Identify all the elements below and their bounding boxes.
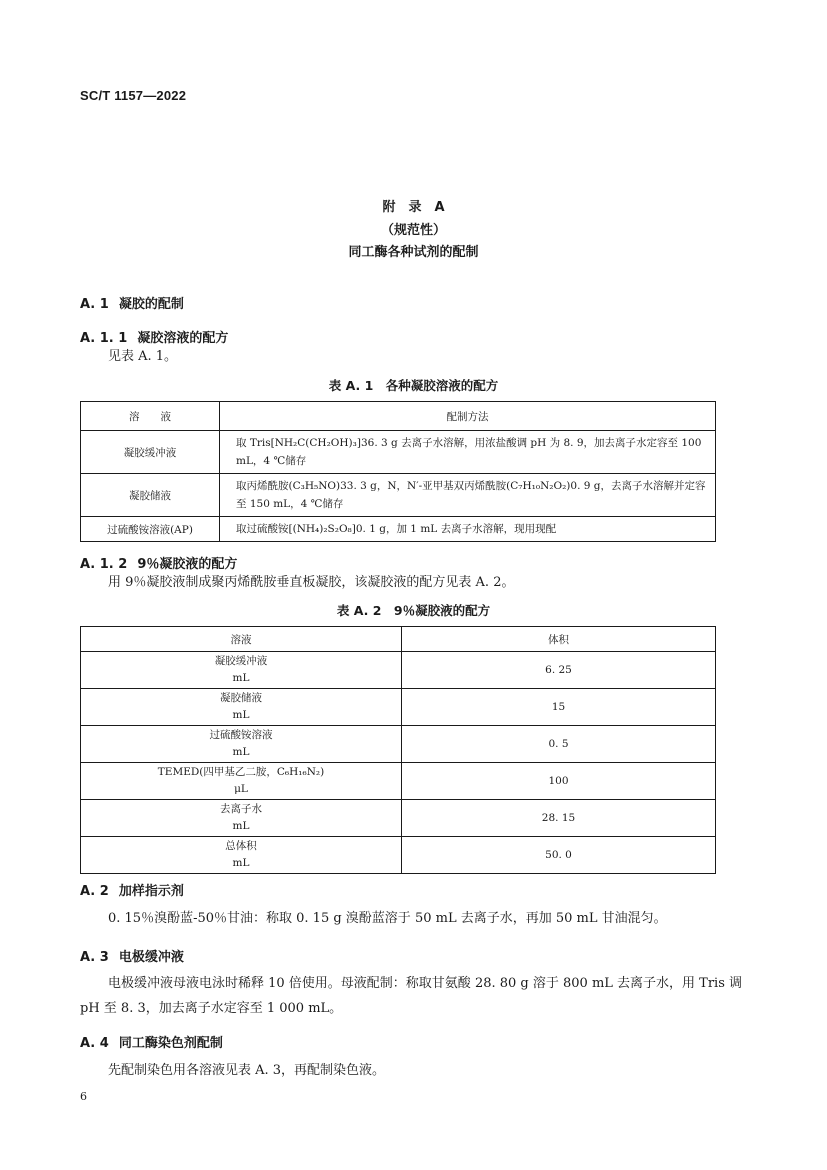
- section-a4: [80, 1032, 223, 1051]
- solution-name: 总体积: [225, 840, 257, 852]
- solution-name: 去离子水: [220, 803, 262, 815]
- section-number: A. 1. 1: [80, 331, 128, 346]
- section-number: A. 1: [80, 297, 109, 312]
- unit: mL: [232, 746, 250, 758]
- section-number: A. 4: [80, 1036, 109, 1051]
- table-header-row: [81, 627, 716, 652]
- section-title: 凝胶溶液的配方: [137, 331, 229, 346]
- paragraph-a1-2: 用 9％凝胶液制成聚丙烯酰胺垂直板凝胶，该凝胶液的配方见表 A. 2。: [108, 575, 515, 590]
- table1-caption: 表 A. 1 各种凝胶溶液的配方: [328, 378, 499, 393]
- table-cell: 0. 5: [402, 726, 716, 763]
- section-a3: [80, 946, 184, 965]
- unit: μL: [234, 783, 248, 795]
- table-cell: [81, 837, 402, 874]
- paragraph-a2: 0. 15％溴酚蓝-50％甘油：称取 0. 15 g 溴酚蓝溶于 50 mL 去离子水，再加 50 mL 甘油混匀。: [108, 911, 667, 926]
- table-cell: 28. 15: [402, 800, 716, 837]
- appendix-title: 附 录 A: [382, 200, 445, 215]
- table-cell: 取过硫酸铵[(NH₄)₂S₂O₈]0. 1 g，加 1 mL 去离子水溶解，现用现配: [220, 517, 716, 542]
- table-cell: [81, 726, 402, 763]
- table-row: [81, 800, 716, 837]
- table-cell: [81, 652, 402, 689]
- table-cell: [81, 763, 402, 800]
- table-row: [81, 763, 716, 800]
- table-cell: 100: [402, 763, 716, 800]
- table-header-cell: 溶液: [81, 627, 402, 652]
- table2: [80, 626, 716, 874]
- solution-name: 过硫酸铵溶液: [209, 729, 273, 741]
- section-number: A. 2: [80, 884, 109, 899]
- table-cell: [81, 800, 402, 837]
- table-row: [81, 726, 716, 763]
- paragraph-a3: 电极缓冲液母液电泳时稀释 10 倍使用。母液配制：称取甘氨酸 28. 80 g 溶于 800 mL 去离子水，用 Tris 调 pH 至 8. 3，加去离子水定容至 1 000 mL。: [80, 976, 743, 1016]
- unit: mL: [232, 857, 250, 869]
- paragraph-a1-1: 见表 A. 1。: [108, 349, 178, 364]
- section-a1: [80, 293, 184, 312]
- solution-name: TEMED(四甲基乙二胺，C₆H₁₆N₂): [157, 766, 325, 778]
- appendix-type: （规范性）: [380, 223, 446, 238]
- table-header-cell: 配制方法: [220, 402, 716, 431]
- solution-name: 凝胶储液: [220, 692, 262, 704]
- table1: [80, 401, 716, 542]
- unit: mL: [232, 820, 250, 832]
- table-header-cell: 体积: [402, 627, 716, 652]
- unit: mL: [232, 709, 250, 721]
- table-cell: 过硫酸铵溶液(AP): [81, 517, 220, 542]
- table-row: [81, 517, 716, 542]
- table-header-cell: 溶 液: [81, 402, 220, 431]
- table-row: [81, 837, 716, 874]
- section-a2: [80, 880, 184, 899]
- section-title: 加样指示剂: [118, 884, 184, 899]
- section-number: A. 3: [80, 950, 109, 965]
- table-cell: 15: [402, 689, 716, 726]
- table2-caption: 表 A. 2 9％凝胶液的配方: [336, 603, 491, 618]
- paragraph-a4: 先配制染色用各溶液见表 A. 3，再配制染色液。: [108, 1063, 386, 1078]
- section-title: 电极缓冲液: [118, 950, 184, 965]
- table-cell: [81, 689, 402, 726]
- table-cell: 凝胶储液: [81, 474, 220, 517]
- table-header-row: [81, 402, 716, 431]
- section-title: 凝胶的配制: [118, 297, 184, 312]
- unit: mL: [232, 672, 250, 684]
- section-title: 同工酶染色剂配制: [118, 1036, 223, 1051]
- table-row: [81, 474, 716, 517]
- table-cell: 凝胶缓冲液: [81, 431, 220, 474]
- table-row: [81, 652, 716, 689]
- section-number: A. 1. 2: [80, 557, 128, 572]
- appendix-name: 同工酶各种试剂的配制: [348, 245, 479, 260]
- standard-code: SC/T 1157—2022: [80, 88, 187, 103]
- table-cell: 50. 0: [402, 837, 716, 874]
- table-row: [81, 431, 716, 474]
- table-cell: 取丙烯酰胺(C₃H₅NO)33. 3 g，N，N′-亚甲基双丙烯酰胺(C₇H₁₀N₂O₂)0. 9 g，去离子水溶解并定容至 150 mL，4 ℃储存: [220, 474, 716, 517]
- table-cell: 6. 25: [402, 652, 716, 689]
- table-cell: 取 Tris[NH₂C(CH₂OH)₃]36. 3 g 去离子水溶解，用浓盐酸调 pH 为 8. 9，加去离子水定容至 100 mL，4 ℃储存: [220, 431, 716, 474]
- section-title: 9％凝胶液的配方: [137, 557, 238, 572]
- table-row: [81, 689, 716, 726]
- page-number: 6: [80, 1090, 87, 1103]
- solution-name: 凝胶缓冲液: [214, 655, 268, 667]
